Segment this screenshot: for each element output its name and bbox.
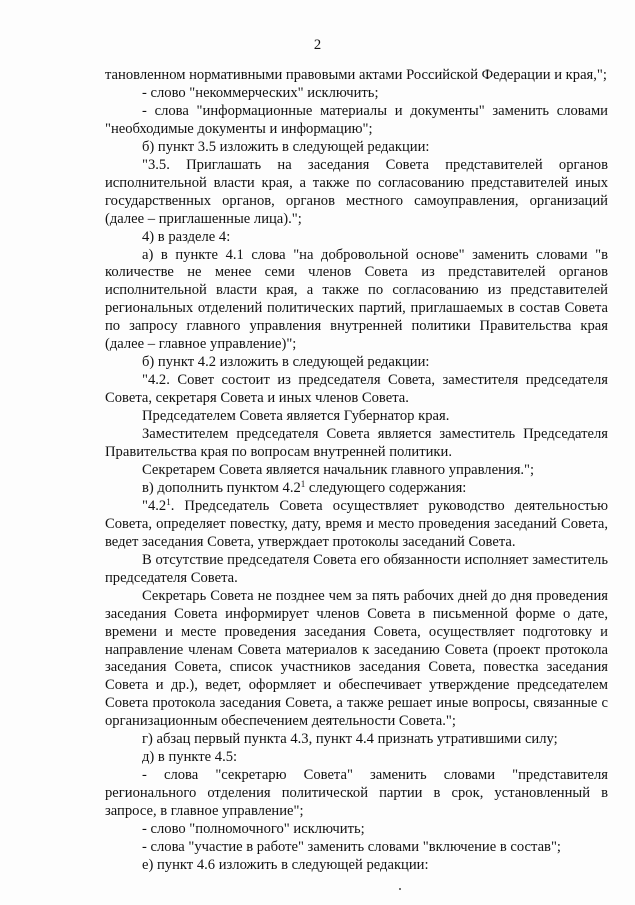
paragraph: д) в пункте 4.5: — [142, 749, 238, 766]
superscript: 1 — [166, 496, 171, 507]
paragraph: "4.2. Совет состоит из председателя Совета, заместителя председателя Совета, секретаря Совета и иных членов Совета. — [105, 372, 608, 407]
paragraph — [105, 480, 608, 498]
paragraph: - слова "информационные материалы и документы" заменить словами "необходимые документы и информацию"; — [105, 102, 608, 137]
page-number: 2 — [313, 37, 322, 53]
paragraph-text: следующего содержания: — [305, 479, 467, 496]
paragraph: б) пункт 3.5 изложить в следующей редакции: — [142, 138, 430, 155]
paragraph: Заместителем председателя Совета является заместитель Председателя Правительства края по вопросам внутренней политики. — [105, 426, 608, 461]
paragraph: В отсутствие председателя Совета его обязанности исполняет заместитель председателя Совета. — [105, 551, 608, 586]
paragraph: г) абзац первый пункта 4.3, пункт 4.4 признать утратившими силу; — [142, 731, 558, 748]
paragraph: Председателем Совета является Губернатор края. — [142, 408, 450, 425]
paragraph: Секретарем Совета является начальник главного управления."; — [142, 461, 535, 478]
paragraph — [105, 498, 608, 552]
paragraph: - слово "полномочного" исключить; — [142, 821, 365, 838]
paragraph: - слова "участие в работе" заменить словами "включение в состав"; — [142, 838, 561, 855]
paragraph: б) пункт 4.2 изложить в следующей редакции: — [142, 354, 430, 371]
paragraph: "3.5. Приглашать на заседания Совета представителей органов исполнительной власти края, а также по согласованию представителей иных государственных органов, органов местного самоуправления, организаций (далее – приглашенные лица)."; — [105, 156, 608, 227]
paragraph-continuation: тановленном нормативными правовыми актами Российской Федерации и края,"; — [105, 67, 607, 83]
superscript: 1 — [300, 478, 306, 489]
paragraph: - слова "секретарю Совета" заменить словами "представителя регионального отделения политической партии в срок, установленный в запросе, в главное управление"; — [105, 767, 608, 820]
paragraph: е) пункт 4.6 изложить в следующей редакции: — [142, 856, 429, 873]
document-body — [105, 67, 608, 875]
paragraph-text: "4.2 — [142, 497, 167, 514]
paragraph: Секретарь Совета не позднее чем за пять рабочих дней до дня проведения заседания Совета информирует членов Совета в письменной форме о дате, времени и месте проведения заседания Совета, осуществляет подготовку и направление членам Совета материалов к заседанию Совета (проект протокола заседания Совета, список участников заседания Совета, повестка заседания Совета и др.), ведет, оформляет и обеспечивает утверждение председателем Совета протокола заседания Совета, а также решает иные вопросы, связанные с организационным обеспечением деятельности Совета."; — [105, 587, 608, 730]
paragraph: а) в пункте 4.1 слова "на добровольной основе" заменить словами "в количестве не менее семи членов Совета из представителей органов исполнительной власти края, а также по согласованию из представителей региональных отделений политических партий, приглашаемых в состав Совета по запросу главного управления внутренней политики Правительства края (далее – главное управление)"; — [105, 246, 608, 353]
paragraph-text: в) дополнить пунктом 4.2 — [142, 479, 301, 496]
section-heading: 4) в разделе 4: — [142, 228, 231, 245]
scan-speck — [399, 888, 401, 890]
paragraph: - слово "некоммерческих" исключить; — [142, 84, 379, 101]
paragraph-text: . Председатель Совета осуществляет руководство деятельностью Совета, определяет повестку, дату, время и место проведения заседаний Совета, ведет заседания Совета, утверждает протоколы заседаний Совета. — [105, 497, 608, 550]
